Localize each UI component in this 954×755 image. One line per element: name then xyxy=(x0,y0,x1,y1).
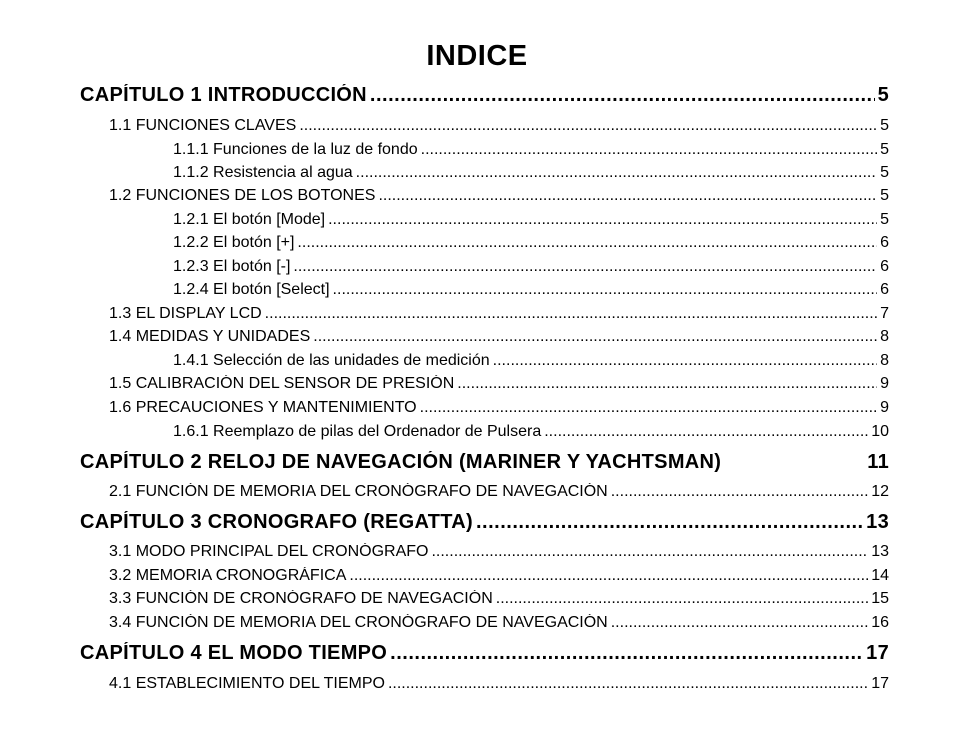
toc-entry-text: 3.4 FUNCIÓN DE MEMORIA DEL CRONÓGRAFO DE NAVEGACIÓN xyxy=(109,614,608,631)
toc-entry-text: 3.1 MODO PRINCIPAL DEL CRONÓGRAFO xyxy=(109,543,429,560)
toc-page-number: 6 xyxy=(880,234,889,251)
toc-page-number: 8 xyxy=(880,328,889,345)
toc-page-number: 13 xyxy=(871,543,889,560)
toc-chapter-3[interactable] xyxy=(80,511,889,534)
toc-entry[interactable] xyxy=(109,483,889,501)
dot-leader xyxy=(611,614,868,632)
toc-page-number: 5 xyxy=(877,84,889,106)
toc-page-number: 5 xyxy=(880,117,889,134)
toc-entry-text: 2.1 FUNCIÓN DE MEMORIA DEL CRONÓGRAFO DE NAVEGACIÓN xyxy=(109,483,608,500)
toc-page-number: 6 xyxy=(880,281,889,298)
toc-entry-text: CAPÍTULO 2 RELOJ DE NAVEGACIÓN (MARINER Y YACHTSMAN) xyxy=(80,451,722,473)
toc-page-number: 8 xyxy=(880,352,889,369)
toc-entry[interactable] xyxy=(109,543,889,561)
toc-entry-text: 3.2 MEMORIA CRONOGRÁFICA xyxy=(109,567,347,584)
page-title: INDICE xyxy=(426,40,528,72)
toc-entry-text: 1.5 CALIBRACIÓN DEL SENSOR DE PRESIÓN xyxy=(109,375,455,392)
toc-page-number: 17 xyxy=(866,642,889,664)
toc-entry-text: 1.2 FUNCIONES DE LOS BOTONES xyxy=(109,187,376,204)
dot-leader xyxy=(476,511,863,534)
dot-leader xyxy=(431,543,868,561)
toc-entry[interactable] xyxy=(109,328,889,346)
dot-leader xyxy=(420,399,877,417)
toc-page-number: 13 xyxy=(866,511,889,533)
dot-leader xyxy=(457,375,877,393)
toc-entry[interactable] xyxy=(173,352,889,370)
toc-entry-text: 1.2.4 El botón [Select] xyxy=(173,281,330,298)
toc-entry-text: 1.6.1 Reemplazo de pilas del Ordenador de Pulsera xyxy=(173,423,542,440)
toc-page-number: 5 xyxy=(880,211,889,228)
dot-leader xyxy=(293,258,877,276)
toc-entry-text: 1.4.1 Selección de las unidades de medición xyxy=(173,352,490,369)
toc-entry[interactable] xyxy=(109,375,889,393)
dot-leader xyxy=(299,117,877,135)
dot-leader xyxy=(297,234,877,252)
toc-entry-text: 1.4 MEDIDAS Y UNIDADES xyxy=(109,328,311,345)
toc-entry-text: CAPÍTULO 1 INTRODUCCIÓN xyxy=(80,84,367,106)
toc-page-number: 9 xyxy=(880,399,889,416)
dot-leader xyxy=(421,141,877,159)
toc-entry[interactable] xyxy=(109,399,889,417)
toc-page-number: 15 xyxy=(871,590,889,607)
toc-page-number: 10 xyxy=(871,423,889,440)
toc-page-number: 14 xyxy=(871,567,889,584)
toc-entry-text: 3.3 FUNCIÓN DE CRONÓGRAFO DE NAVEGACIÓN xyxy=(109,590,493,607)
toc-entry[interactable] xyxy=(109,590,889,608)
dot-leader xyxy=(370,84,875,107)
dot-leader xyxy=(356,164,877,182)
toc-chapter-1[interactable] xyxy=(80,84,889,107)
toc-page-number: 12 xyxy=(871,483,889,500)
toc-entry[interactable] xyxy=(109,614,889,632)
dot-leader xyxy=(611,483,868,501)
dot-leader xyxy=(378,187,877,205)
toc-entry[interactable] xyxy=(173,281,889,299)
toc-chapter-4[interactable] xyxy=(80,642,889,665)
toc-entry[interactable] xyxy=(109,187,889,205)
dot-leader xyxy=(265,305,877,323)
dot-leader xyxy=(496,590,868,608)
toc-entry[interactable] xyxy=(173,141,889,159)
dot-leader xyxy=(544,423,868,441)
toc-page-number: 17 xyxy=(871,675,889,692)
toc-page-number: 5 xyxy=(880,187,889,204)
toc-entry[interactable] xyxy=(173,234,889,252)
toc-entry-text: 1.2.3 El botón [-] xyxy=(173,258,291,275)
dot-leader xyxy=(349,567,868,585)
toc-entry-text: 1.3 EL DISPLAY LCD xyxy=(109,305,262,322)
toc-page-number: 5 xyxy=(880,141,889,158)
dot-leader xyxy=(388,675,868,693)
dot-leader xyxy=(313,328,877,346)
toc-entry[interactable] xyxy=(173,423,889,441)
toc-page-number: 5 xyxy=(880,164,889,181)
toc-entry-text: 1.1 FUNCIONES CLAVES xyxy=(109,117,297,134)
toc-entry-text: CAPÍTULO 3 CRONOGRAFO (REGATTA) xyxy=(80,511,473,533)
dot-leader xyxy=(328,211,877,229)
toc-entry-text: 4.1 ESTABLECIMIENTO DEL TIEMPO xyxy=(109,675,385,692)
toc-entry[interactable] xyxy=(109,305,889,323)
toc-entry[interactable] xyxy=(173,211,889,229)
dot-leader xyxy=(390,642,863,665)
toc-entry[interactable] xyxy=(173,258,889,276)
toc-entry[interactable] xyxy=(109,117,889,135)
toc-entry[interactable] xyxy=(109,567,889,585)
toc-page-number: 7 xyxy=(880,305,889,322)
toc-page-number: 6 xyxy=(880,258,889,275)
toc-entry-text: 1.1.1 Funciones de la luz de fondo xyxy=(173,141,418,158)
toc-entry-text: CAPÍTULO 4 EL MODO TIEMPO xyxy=(80,642,388,664)
toc-entry[interactable] xyxy=(109,675,889,693)
toc-page-number: 9 xyxy=(880,375,889,392)
toc-page-number: 11 xyxy=(867,451,889,473)
toc-entry-text: 1.6 PRECAUCIONES Y MANTENIMIENTO xyxy=(109,399,417,416)
toc-entry-text: 1.1.2 Resistencia al agua xyxy=(173,164,353,181)
toc-entry[interactable] xyxy=(173,164,889,182)
dot-leader xyxy=(333,281,878,299)
toc-entry-text: 1.2.2 El botón [+] xyxy=(173,234,295,251)
toc-page-number: 16 xyxy=(871,614,889,631)
toc-chapter-2[interactable] xyxy=(80,451,889,474)
dot-leader xyxy=(493,352,877,370)
toc-entry-text: 1.2.1 El botón [Mode] xyxy=(173,211,326,228)
